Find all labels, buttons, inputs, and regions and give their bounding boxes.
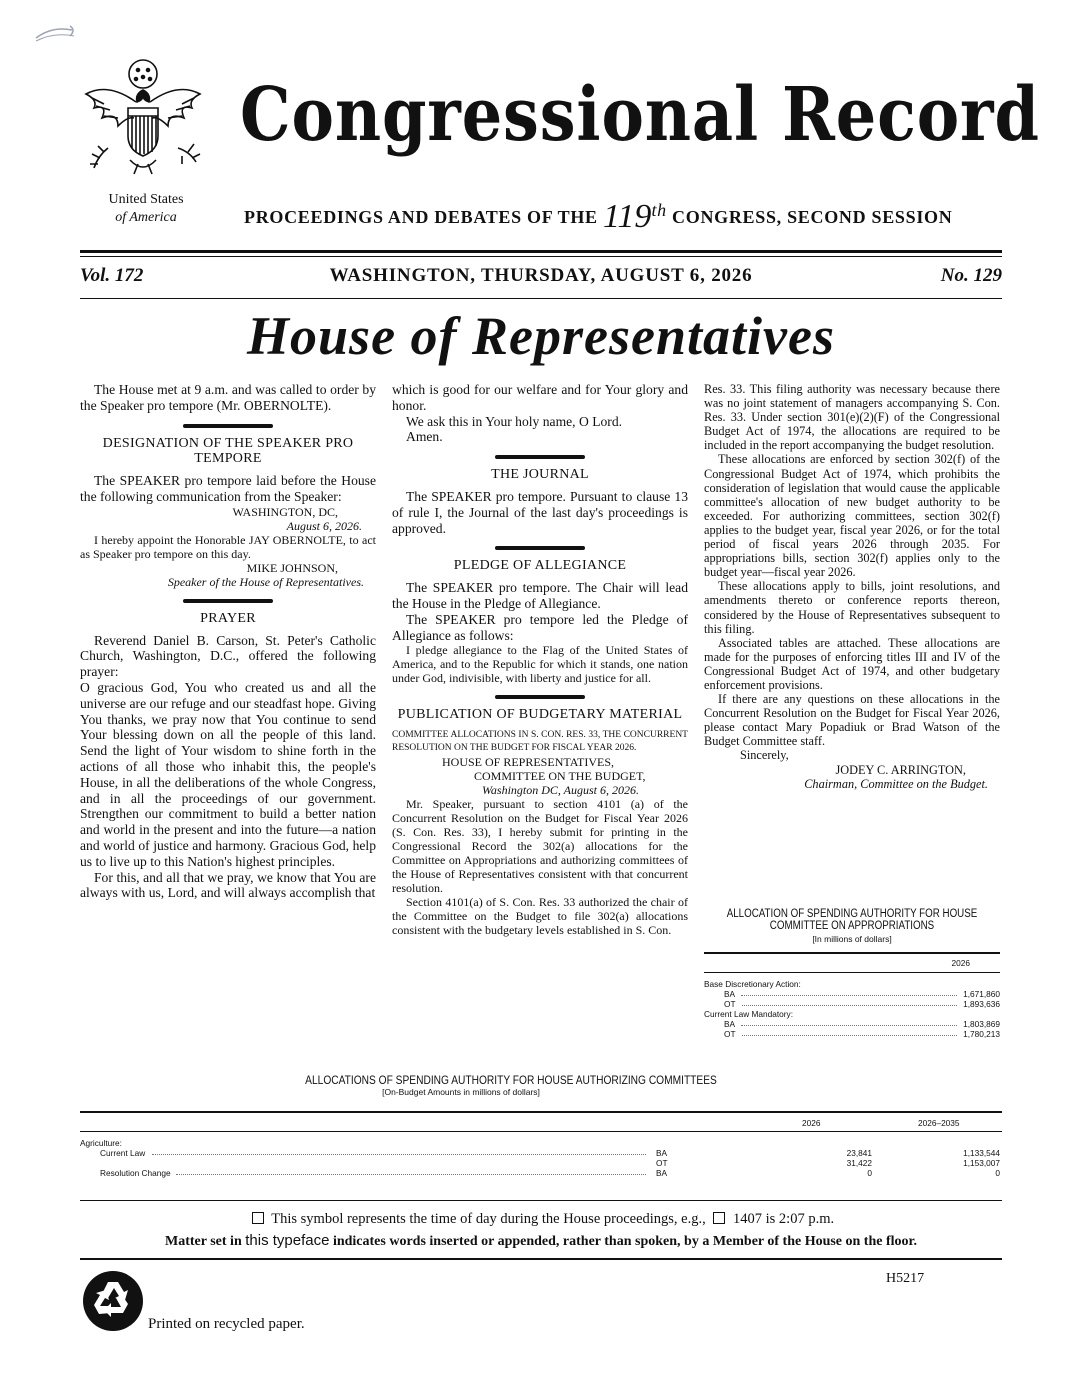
authorizing-table bbox=[80, 1073, 1002, 1178]
row-label: BA bbox=[724, 989, 736, 999]
table-row bbox=[704, 1019, 1000, 1029]
row-value-2026: 0 bbox=[867, 1168, 872, 1178]
table-row bbox=[80, 1148, 1002, 1158]
amen: Amen. bbox=[406, 429, 443, 445]
letter-body: I hereby appoint the Honorable JAY OBERNOLTE, to act as Speaker pro tempore on this day. bbox=[80, 532, 376, 561]
authorizing-body bbox=[80, 1138, 1002, 1178]
filing-paragraph-2: These allocations are enforced by section 302(f) of the Congressional Budget Act of 1974, which prohibits the consideration of legislation that would cause the applicable committee's allocation of new budget authority to be exceeded. For authorizing committees, section 302(f) applies to the budget year, fiscal year 2026, or for the total period of fiscal years 2026 through 2035. For appropriations bills, section 302(f) applies only to the budget year—fiscal year 2026. bbox=[704, 452, 1000, 580]
row-value-2026: 31,422 bbox=[846, 1158, 872, 1168]
issue-number: No. 129 bbox=[940, 265, 1002, 286]
authorizing-col-2: 2026–2035 bbox=[918, 1118, 960, 1128]
filing-paragraph-1: Res. 33. This filing authority was necessary because there was no joint statement of managers accompanying S. Con. Res. 33. Under section 301(e)(2)(F) of the Congressional Budget Act of 1974, the allocations are required to be included in the report accompanying the budget resolution. bbox=[704, 382, 1000, 453]
authorizing-title: ALLOCATIONS OF SPENDING AUTHORITY FOR HOUSE AUTHORIZING COMMITTEES bbox=[305, 1073, 717, 1087]
masthead-title: Congressional Record bbox=[240, 72, 1040, 158]
proceedings-before: PROCEEDINGS AND DEBATES OF THE bbox=[244, 207, 598, 227]
proceedings-line bbox=[244, 198, 1004, 236]
row-value: 1,893,636 bbox=[963, 999, 1000, 1009]
letter-date: August 6, 2026. bbox=[286, 518, 362, 533]
column-3 bbox=[704, 382, 1000, 791]
table-row bbox=[80, 1168, 1002, 1178]
row-value-10yr: 0 bbox=[995, 1168, 1000, 1178]
row-type: BA bbox=[656, 1148, 668, 1158]
prayer-name: We ask this in Your holy name, O Lord. bbox=[406, 413, 623, 429]
section-separator bbox=[495, 546, 585, 550]
symbol-note-b: 1407 is 2:07 p.m. bbox=[733, 1211, 835, 1227]
row-value: 1,671,860 bbox=[963, 989, 1000, 999]
prayer-continued: which is good for our welfare and for Your glory and honor. bbox=[392, 382, 688, 413]
authorizing-header-row bbox=[80, 1113, 1002, 1132]
table-row bbox=[80, 1158, 1002, 1168]
row-value-10yr: 1,133,544 bbox=[963, 1148, 1000, 1158]
filing-paragraph-5: If there are any questions on these allocations in the Concurrent Resolution on the Budget for Fiscal Year 2026, please contact Mary Popadiuk or Brad Watson of the Budget Committee staff. bbox=[704, 692, 1000, 749]
masthead-rule-thin bbox=[80, 256, 1002, 257]
section-separator bbox=[183, 599, 273, 603]
budget-paragraph-1: Mr. Speaker, pursuant to section 4101 (a) of the Concurrent Resolution on the Budget for Fiscal Year 2026 (S. Con. Res. 33), I hereby submit for printing in the Congressional Record the 302(a) allocations for the Committee on Appropriations and authorizing committees of the House of Representatives consistent with that concurrent resolution. bbox=[392, 797, 688, 896]
appropriations-title-2: COMMITTEE ON APPROPRIATIONS bbox=[769, 920, 935, 932]
budget-subhead: COMMITTEE ALLOCATIONS IN S. CON. RES. 33, THE CONCURRENT RESOLUTION ON THE BUDGET FOR FISCAL YEAR 2026. bbox=[392, 730, 688, 754]
row-label: OT bbox=[724, 999, 736, 1009]
pledge-quote: I pledge allegiance to the Flag of the United States of America, and to the Republic for which it stands, one nation under God, indivisible, with liberty and justice for all. bbox=[392, 643, 688, 686]
watermark-logo bbox=[32, 22, 80, 46]
filing-paragraph-4: Associated tables are attached. These allocations are made for the purposes of enforcing titles III and IV of the Congressional Budget Act of 1974, and other budgetary enforcement provisions. bbox=[704, 635, 1000, 692]
prayer-close: For this, and all that we pray, we know that You are always with us, Lord, and will always accomplish that bbox=[80, 869, 376, 901]
committee-name: Agriculture: bbox=[80, 1138, 122, 1148]
filing-paragraph-3: These allocations apply to bills, joint resolutions, and amendments thereto or conference reports thereon, considered by the House of Representatives subsequent to this filing. bbox=[704, 579, 1000, 636]
budget-heading: PUBLICATION OF BUDGETARY MATERIAL bbox=[397, 707, 683, 723]
appropriations-group-1: Base Discretionary Action: bbox=[704, 979, 801, 989]
appropriations-header-row bbox=[704, 954, 1000, 973]
letter-signer-title: Speaker of the House of Representatives. bbox=[167, 574, 364, 589]
country-label bbox=[86, 191, 206, 227]
designation-text: The SPEAKER pro tempore laid before the House the following communication from the Speaker: bbox=[80, 473, 376, 504]
letter-signer: MIKE JOHNSON, bbox=[246, 560, 338, 575]
recycled-note: Printed on recycled paper. bbox=[148, 1316, 305, 1332]
row-label: OT bbox=[724, 1029, 736, 1039]
recycle-icon bbox=[82, 1270, 144, 1332]
typeface-sample: this typeface bbox=[245, 1232, 330, 1249]
journal-heading: THE JOURNAL bbox=[491, 467, 589, 483]
dot-leader bbox=[176, 1174, 646, 1175]
budget-address-2: COMMITTEE ON THE BUDGET, bbox=[474, 769, 646, 784]
dot-leader bbox=[152, 1154, 646, 1155]
row-label: BA bbox=[724, 1019, 736, 1029]
appropriations-group-2: Current Law Mandatory: bbox=[704, 1009, 794, 1019]
authorizing-col-1: 2026 bbox=[802, 1118, 821, 1128]
row-type: OT bbox=[656, 1158, 668, 1168]
section-separator bbox=[183, 424, 273, 428]
table-row bbox=[704, 999, 1000, 1009]
appropriations-body bbox=[704, 979, 1000, 1039]
appropriations-table bbox=[704, 908, 1000, 1039]
column-1 bbox=[80, 382, 376, 901]
budget-paragraph-2: Section 4101(a) of S. Con. Res. 33 authorized the chair of the Committee on the Budget to file 302(a) allocations consistent with the budgetary levels established in S. Con. bbox=[392, 895, 688, 938]
issue-line bbox=[80, 265, 1002, 291]
authorizing-subtitle: [On-Budget Amounts in millions of dollars] bbox=[382, 1087, 540, 1097]
budget-address-3: Washington DC, August 6, 2026. bbox=[482, 783, 640, 798]
symbol-note-a: This symbol represents the time of day during the House proceedings, e.g., bbox=[271, 1211, 706, 1227]
column-2 bbox=[392, 382, 688, 937]
pledge-text-2: The SPEAKER pro tempore led the Pledge of Allegiance as follows: bbox=[392, 611, 688, 643]
country-line2: of America bbox=[115, 210, 177, 225]
opening-paragraph: The House met at 9 a.m. and was called to order by the Speaker pro tempore (Mr. OBERNOLTE). bbox=[80, 382, 376, 413]
issue-rule bbox=[80, 298, 1002, 299]
footer-rule-top bbox=[80, 1200, 1002, 1201]
section-separator bbox=[495, 455, 585, 459]
page-id: H5217 bbox=[886, 1271, 925, 1286]
congress-number: 119 bbox=[602, 198, 652, 235]
pledge-text-1: The SPEAKER pro tempore. The Chair will lead the House in the Pledge of Allegiance. bbox=[392, 580, 688, 611]
row-value: 1,780,213 bbox=[963, 1029, 1000, 1039]
symbol-notice bbox=[80, 1211, 1002, 1228]
clock-symbol-icon bbox=[713, 1212, 725, 1224]
appropriations-subtitle: [In millions of dollars] bbox=[812, 934, 892, 944]
pledge-heading: PLEDGE OF ALLEGIANCE bbox=[453, 558, 627, 574]
appropriations-title-1: ALLOCATION OF SPENDING AUTHORITY FOR HOUSE bbox=[726, 908, 978, 920]
chairman-signer: JODEY C. ARRINGTON, bbox=[835, 762, 966, 777]
section-separator bbox=[495, 695, 585, 699]
table-row bbox=[704, 1029, 1000, 1039]
country-line1: United States bbox=[108, 192, 184, 207]
prayer-intro: Reverend Daniel B. Carson, St. Peter's Catholic Church, Washington, D.C., offered the following prayer: bbox=[80, 632, 376, 680]
letter-place: WASHINGTON, DC, bbox=[232, 504, 338, 519]
volume: Vol. 172 bbox=[80, 265, 144, 286]
row-type: BA bbox=[656, 1168, 668, 1178]
row-value-2026: 23,841 bbox=[846, 1148, 872, 1158]
prayer-heading: PRAYER bbox=[200, 610, 256, 626]
masthead-rule bbox=[80, 250, 1002, 253]
table-row bbox=[704, 989, 1000, 999]
row-label: Resolution Change bbox=[100, 1168, 171, 1178]
prayer-body: O gracious God, You who created us and all the universe are our refuge and our steadfast hope. Giving You thanks, we pray now that You continue to send Your blessing down on all the people of this land. Send the light of Your wisdom to shine forth in the actions of all those who inhabit this, the people's House, in all the deliberations of the whole Congress, and in all the proceedings of our government. Strengthen our commitment to build a better nation and world in the present and into the future—a nation and world of justice and harmony. Gracious God, help us to live up to this Nation's highest principles. bbox=[80, 679, 376, 869]
congress-suffix: th bbox=[651, 200, 667, 220]
typeface-notice bbox=[80, 1232, 1002, 1250]
dateline: WASHINGTON, THURSDAY, AUGUST 6, 2026 bbox=[329, 265, 753, 286]
chamber-title: House of Representatives bbox=[247, 306, 835, 366]
typeface-note-b: indicates words inserted or appended, rather than spoken, by a Member of the House on the floor. bbox=[332, 1234, 917, 1249]
eagle-seal-icon bbox=[78, 52, 208, 187]
budget-address-1: HOUSE OF REPRESENTATIVES, bbox=[442, 755, 615, 770]
row-value-10yr: 1,153,007 bbox=[963, 1158, 1000, 1168]
typeface-note-a: Matter set in bbox=[165, 1234, 242, 1249]
designation-heading: DESIGNATION OF THE SPEAKER PRO TEMPORE bbox=[102, 435, 354, 467]
footer-rule-bottom bbox=[80, 1258, 1002, 1260]
proceedings-after: CONGRESS, SECOND SESSION bbox=[672, 207, 953, 227]
appropriations-col-header: 2026 bbox=[951, 958, 970, 968]
row-label: Current Law bbox=[100, 1148, 146, 1158]
closing: Sincerely, bbox=[740, 748, 789, 763]
journal-text: The SPEAKER pro tempore. Pursuant to clause 13 of rule I, the Journal of the last day's proceedings is approved. bbox=[392, 488, 688, 536]
chairman-title: Chairman, Committee on the Budget. bbox=[804, 776, 988, 791]
clock-symbol-icon bbox=[252, 1212, 264, 1224]
row-value: 1,803,869 bbox=[963, 1019, 1000, 1029]
